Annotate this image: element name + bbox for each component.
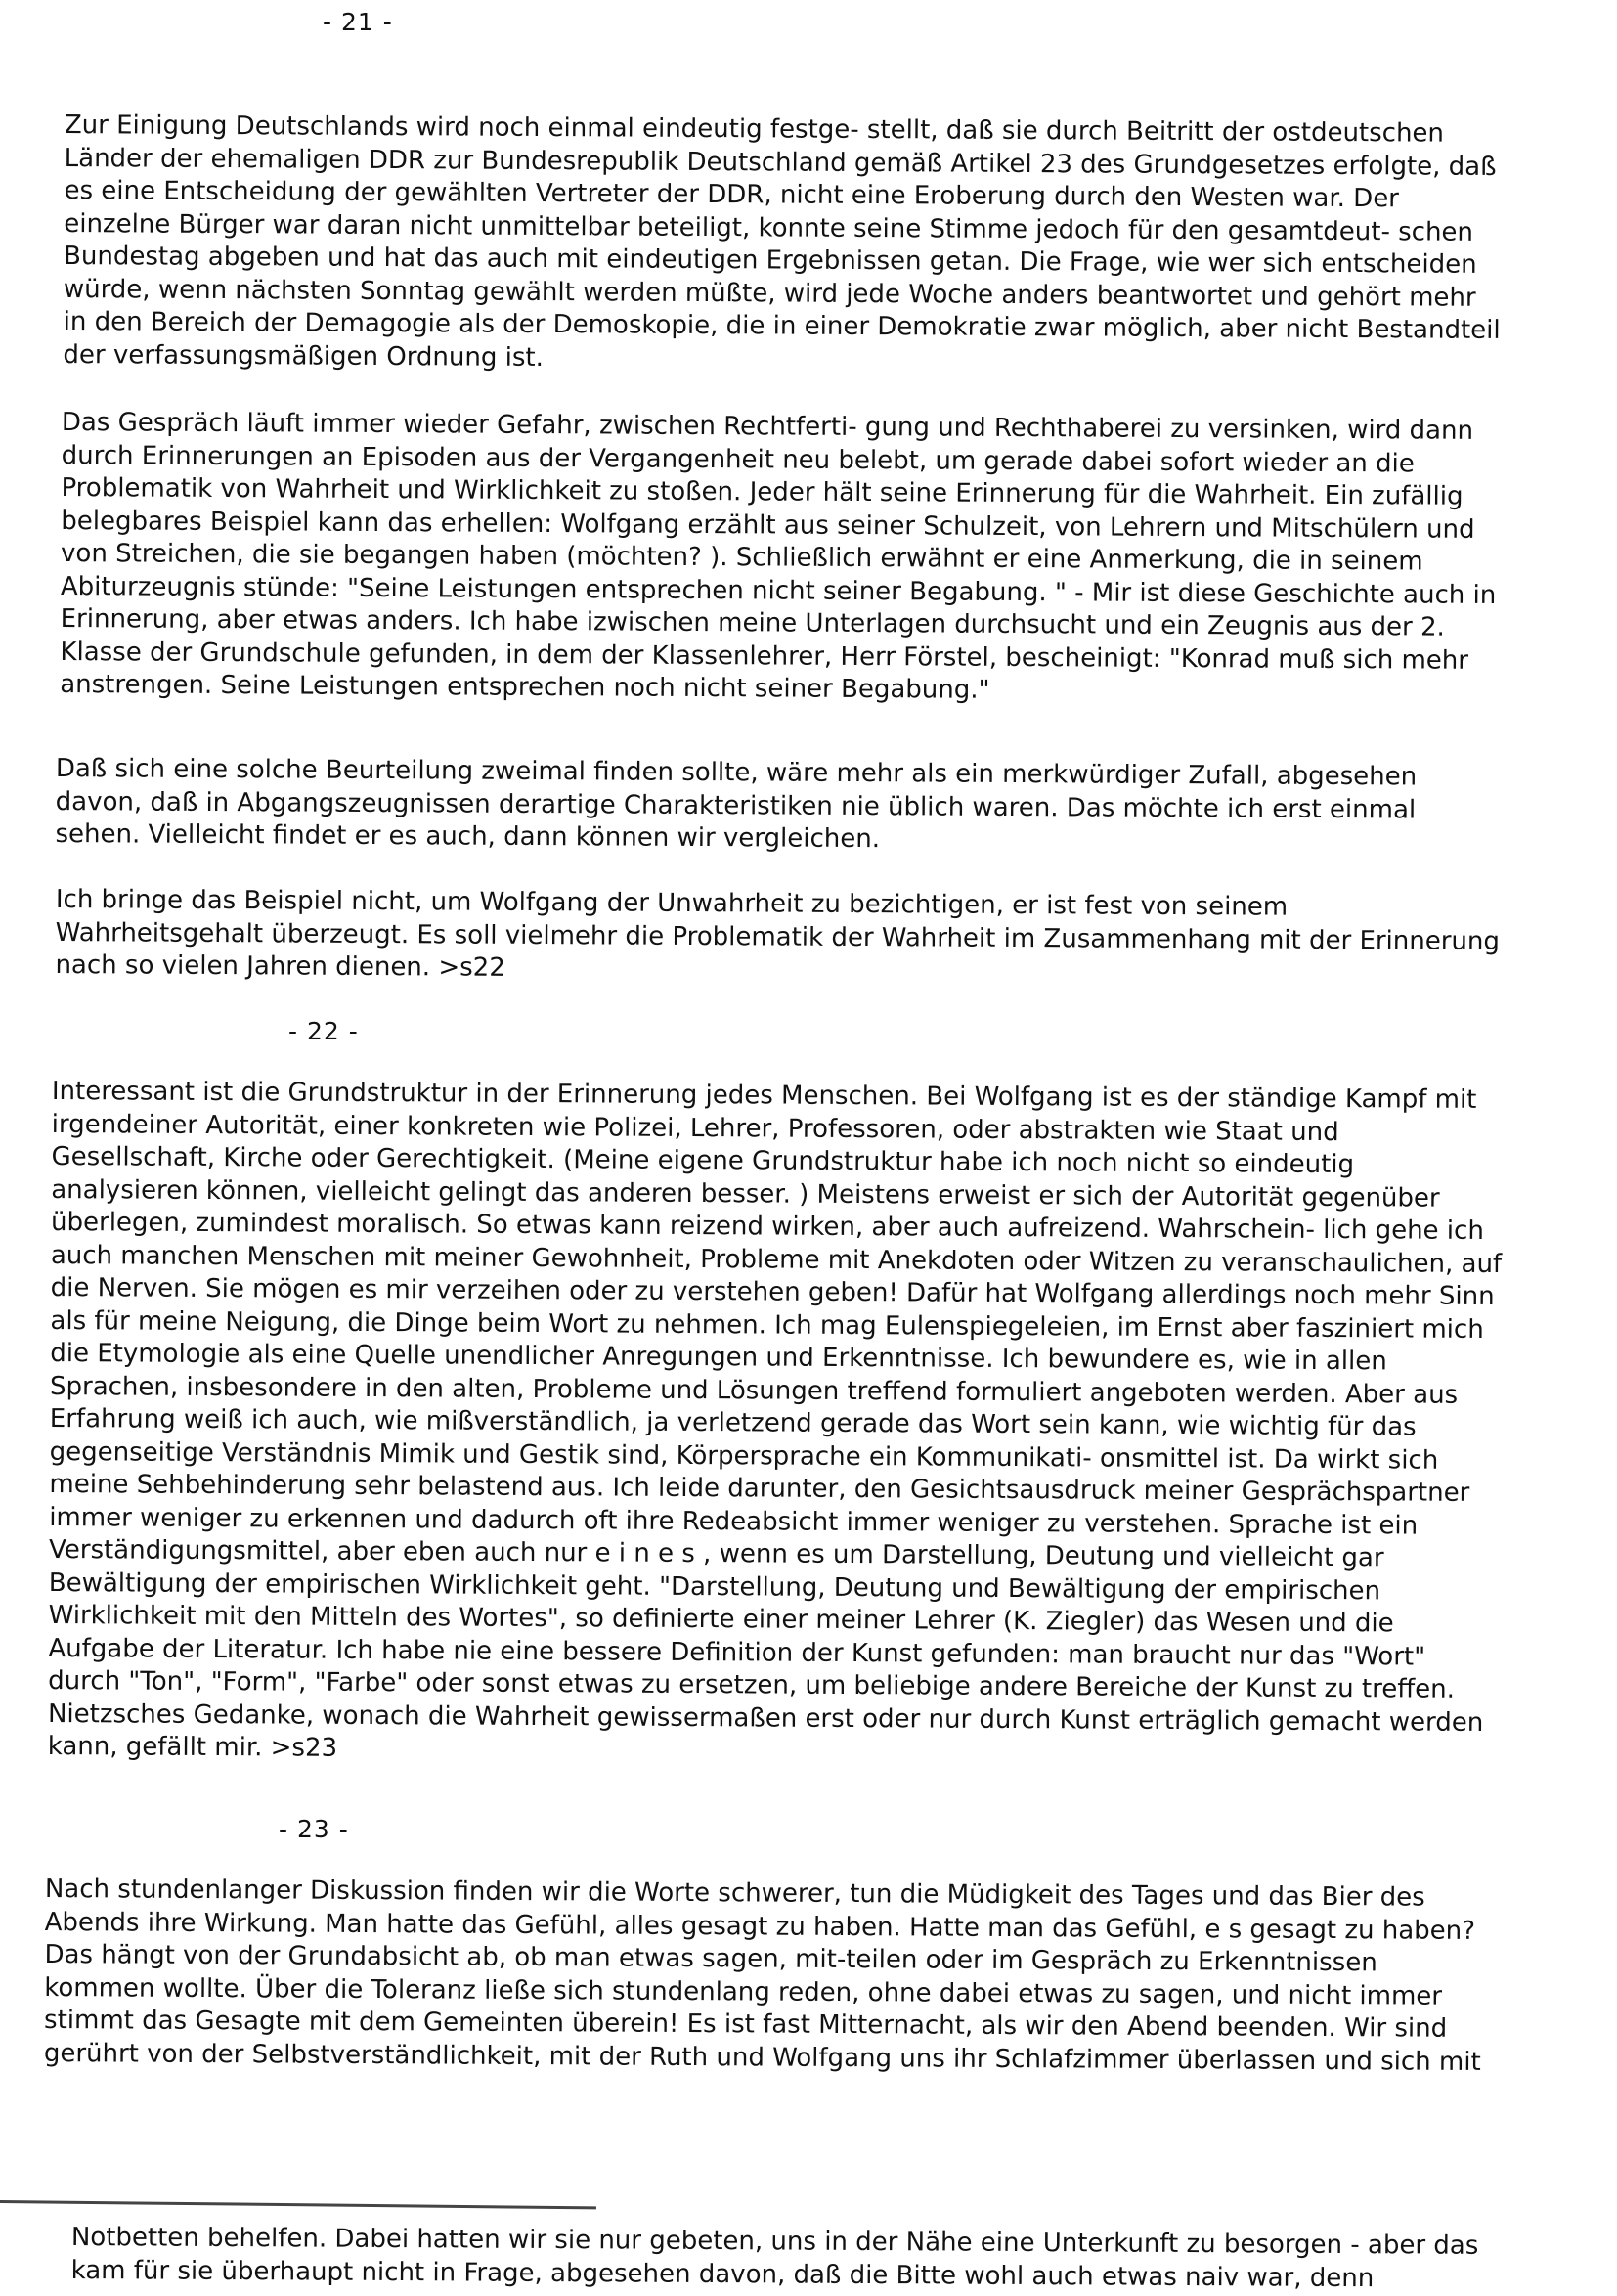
text-line: Zur Einigung Deutschlands wird noch einmal eindeutig festge- stellt, daß sie durch Beitritt der ostdeutschen (64, 110, 1445, 149)
text-line: von Streichen, die sie begangen haben (möchten? ). Schließlich erwähnt er eine Anmerkung, die in seinem (60, 538, 1423, 577)
text-line: die Nerven. Sie mögen es mir verzeihen oder zu verstehen geben! Dafür hat Wolfgang allerdings noch mehr Sinn (50, 1272, 1495, 1312)
paragraph-grundstruktur (48, 1076, 1504, 1773)
text-line: es eine Entscheidung der gewählten Vertreter der DDR, nicht eine Eroberung durch den Westen war. Der (64, 175, 1400, 214)
text-line: Daß sich eine solche Beurteilung zweimal finden sollte, wäre mehr als ein merkwürdiger Zufall, abgesehen (55, 754, 1418, 792)
text-line: Verständigungsmittel, aber eben auch nur e i n e s , wenn es um Darstellung, Deutung und vielleicht gar (48, 1534, 1384, 1573)
text-line: überlegen, zumindest moralisch. So etwas kann reizend wirken, aber auch aufreizend. Wahrschein- lich gehe ich (50, 1207, 1484, 1246)
text-line: einzelne Bürger war daran nicht unmittelbar beteiligt, konnte seine Stimme jedoch für den gesamtdeut- schen (64, 208, 1474, 247)
text-line: Interessant ist die Grundstruktur in der Erinnerung jedes Menschen. Bei Wolfgang ist es der ständige Kampf mit (51, 1077, 1477, 1115)
text-line: durch Erinnerungen an Episoden aus der Vergangenheit neu belebt, um gerade dabei sofort wieder an die (61, 440, 1415, 478)
text-line: Klasse der Grundschule gefunden, in dem der Klassenlehrer, Herr Förstel, bescheinigt: "Konrad muß sich mehr (60, 637, 1469, 676)
text-line: Das hängt von der Grundabsicht ab, ob man etwas sagen, mit-teilen oder im Gespräch zu Erkenntnissen (44, 1939, 1377, 1978)
text-line: Erinnerung, aber etwas anders. Ich habe izwischen meine Unterlagen durchsucht und ein Zeugnis aus der 2. (60, 603, 1445, 642)
text-line: Problematik von Wahrheit und Wirklichkeit zu stoßen. Jeder hält seine Erinnerung für die Wahrheit. Ein zufällig (61, 472, 1464, 511)
text-line: sehen. Vielleicht findet er es auch, dann können wir vergleichen. (55, 818, 881, 855)
text-line: gerührt von der Selbstverständlichkeit, mit der Ruth und Wolfgang uns ihr Schlafzimmer überlassen und sich mit (43, 2038, 1481, 2077)
text-line: davon, daß in Abgangszeugnissen derartige Charakteristiken nie üblich waren. Das möchte ich erst einmal (55, 786, 1417, 824)
text-line: Länder der ehemaligen DDR zur Bundesrepublik Deutschland gemäß Artikel 23 des Grundgesetzes erfolgte, daß (64, 143, 1497, 182)
paragraph-diskussion (44, 1874, 1482, 2079)
paragraph-notbetten (71, 2222, 1479, 2296)
page-number-22: - 22 - (288, 1017, 359, 1045)
paragraph-beispiel (55, 884, 1500, 992)
text-line: Abiturzeugnis stünde: "Seine Leistungen entsprechen nicht seiner Begabung. " - Mir ist diese Geschichte auch in (60, 571, 1497, 610)
text-line: Wahrheitsgehalt überzeugt. Es soll vielmehr die Problematik der Wahrheit im Zusammenhang mit der Erinnerung (55, 917, 1501, 956)
text-line: nach so vielen Jahren dienen. >s22 (55, 949, 505, 983)
text-line: anstrengen. Seine Leistungen entsprechen noch nicht seiner Begabung." (60, 669, 990, 705)
text-line: Notbetten behelfen. Dabei hatten wir sie nur gebeten, uns in der Nähe eine Unterkunft zu besorgen - aber das (70, 2223, 1479, 2261)
text-line: Bundestag abgeben und hat das auch mit eindeutigen Ergebnissen getan. Die Frage, wie wer sich entscheiden (63, 241, 1477, 280)
text-line: als für meine Neigung, die Dinge beim Wort zu nehmen. Ich mag Eulenspiegeleien, im Ernst aber fasziniert mich (50, 1305, 1484, 1345)
text-line: Nietzsches Gedanke, wonach die Wahrheit gewissermaßen erst oder nur durch Kunst erträglich gemacht werden (47, 1699, 1484, 1738)
text-line: stimmt das Gesagte mit dem Gemeinten überein! Es ist fast Mitternacht, als wir den Abend beenden. Wir sind (43, 2005, 1448, 2044)
text-line: Ich bringe das Beispiel nicht, um Wolfgang der Unwahrheit zu bezichtigen, er ist fest von seinem (55, 885, 1289, 922)
text-line: irgendeiner Autorität, einer konkreten wie Polizei, Lehrer, Professoren, oder abstrakten wie Staat und (51, 1109, 1339, 1147)
text-line: Erfahrung weiß ich auch, wie mißverständlich, ja verletzend gerade das Wort sein kann, wie wichtig für das (49, 1403, 1417, 1442)
text-line: Bewältigung der empirischen Wirklichkeit geht. "Darstellung, Deutung und Bewältigung der empirischen (48, 1567, 1381, 1606)
text-line: Wirklichkeit mit den Mitteln des Wortes", so definierte einer meiner Lehrer (K. Ziegler) das Wesen und die (48, 1600, 1394, 1639)
text-line: belegbares Beispiel kann das erhellen: Wolfgang erzählt aus seiner Schulzeit, von Lehrern und Mitschülern und (61, 506, 1475, 545)
text-line: Nach stundenlanger Diskussion finden wir die Worte schwerer, tun die Müdigkeit des Tages und das Bier des (44, 1875, 1425, 1913)
text-line: Das Gespräch läuft immer wieder Gefahr, zwischen Rechtferti- gung und Rechthaberei zu versinken, wird dann (61, 407, 1474, 446)
text-line: kam für sie überhaupt nicht in Frage, abgesehen davon, daß die Bitte wohl auch etwas naiv war, denn (70, 2255, 1375, 2293)
text-line: Abends ihre Wirkung. Man hatte das Gefühl, alles gesagt zu haben. Hatte man das Gefühl, e s gesagt zu haben? (44, 1907, 1476, 1946)
text-line: meine Sehbehinderung sehr belastend aus. Ich leide darunter, den Gesichtsausdruck meiner Gesprächspartner (49, 1469, 1470, 1508)
text-line: würde, wenn nächsten Sonntag gewählt werden müßte, wird jede Woche anders beantwortet und gehört mehr (63, 274, 1476, 313)
text-line: gegenseitige Verständnis Mimik und Gestik sind, Körpersprache ein Kommunikati- onsmittel ist. Da wirkt sich (49, 1436, 1439, 1476)
text-line: Sprachen, insbesondere in den alten, Probleme und Lösungen treffend formuliert angeboten werden. Aber aus (49, 1371, 1459, 1410)
paragraph-beurteilung (55, 753, 1417, 860)
text-line: Gesellschaft, Kirche oder Gerechtigkeit. (Meine eigene Grundstruktur habe ich noch nicht so eindeutig (51, 1141, 1355, 1180)
paragraph-einigung (63, 110, 1502, 380)
scan-divider-line (0, 2200, 596, 2209)
text-line: in den Bereich der Demagogie als der Demoskopie, die in einer Demokratie zwar möglich, aber nicht Bestandteil (63, 306, 1501, 345)
text-line: auch manchen Menschen mit meiner Gewohnheit, Probleme mit Anekdoten oder Witzen zu veranschaulichen, auf (50, 1240, 1503, 1279)
paragraph-gespraech (60, 407, 1497, 710)
text-line: immer weniger zu erkennen und dadurch oft ihre Redeabsicht immer weniger zu verstehen. Sprache ist ein (49, 1502, 1419, 1541)
text-line: Aufgabe der Literatur. Ich habe nie eine bessere Definition der Kunst gefunden: man braucht nur das "Wort" (48, 1633, 1426, 1672)
page-number-21: - 21 - (323, 8, 393, 36)
text-line: der verfassungsmäßigen Ordnung ist. (63, 339, 545, 373)
text-line: analysieren können, vielleicht gelingt das anderen besser. ) Meistens erweist er sich der Autorität gegenüber (51, 1174, 1440, 1214)
text-line: durch "Ton", "Form", "Farbe" oder sonst etwas zu ersetzen, um beliebige andere Bereiche der Kunst zu treffen. (48, 1665, 1456, 1704)
text-line: kann, gefällt mir. >s23 (47, 1731, 338, 1763)
page-number-23: - 23 - (279, 1815, 349, 1843)
text-line: die Etymologie als eine Quelle unendlicher Anregungen und Erkenntnisse. Ich bewundere es, wie in allen (50, 1338, 1387, 1377)
text-line: kommen wollte. Über die Toleranz ließe sich stundenlang reden, ohne dabei etwas zu sagen, und nicht immer (44, 1972, 1443, 2011)
